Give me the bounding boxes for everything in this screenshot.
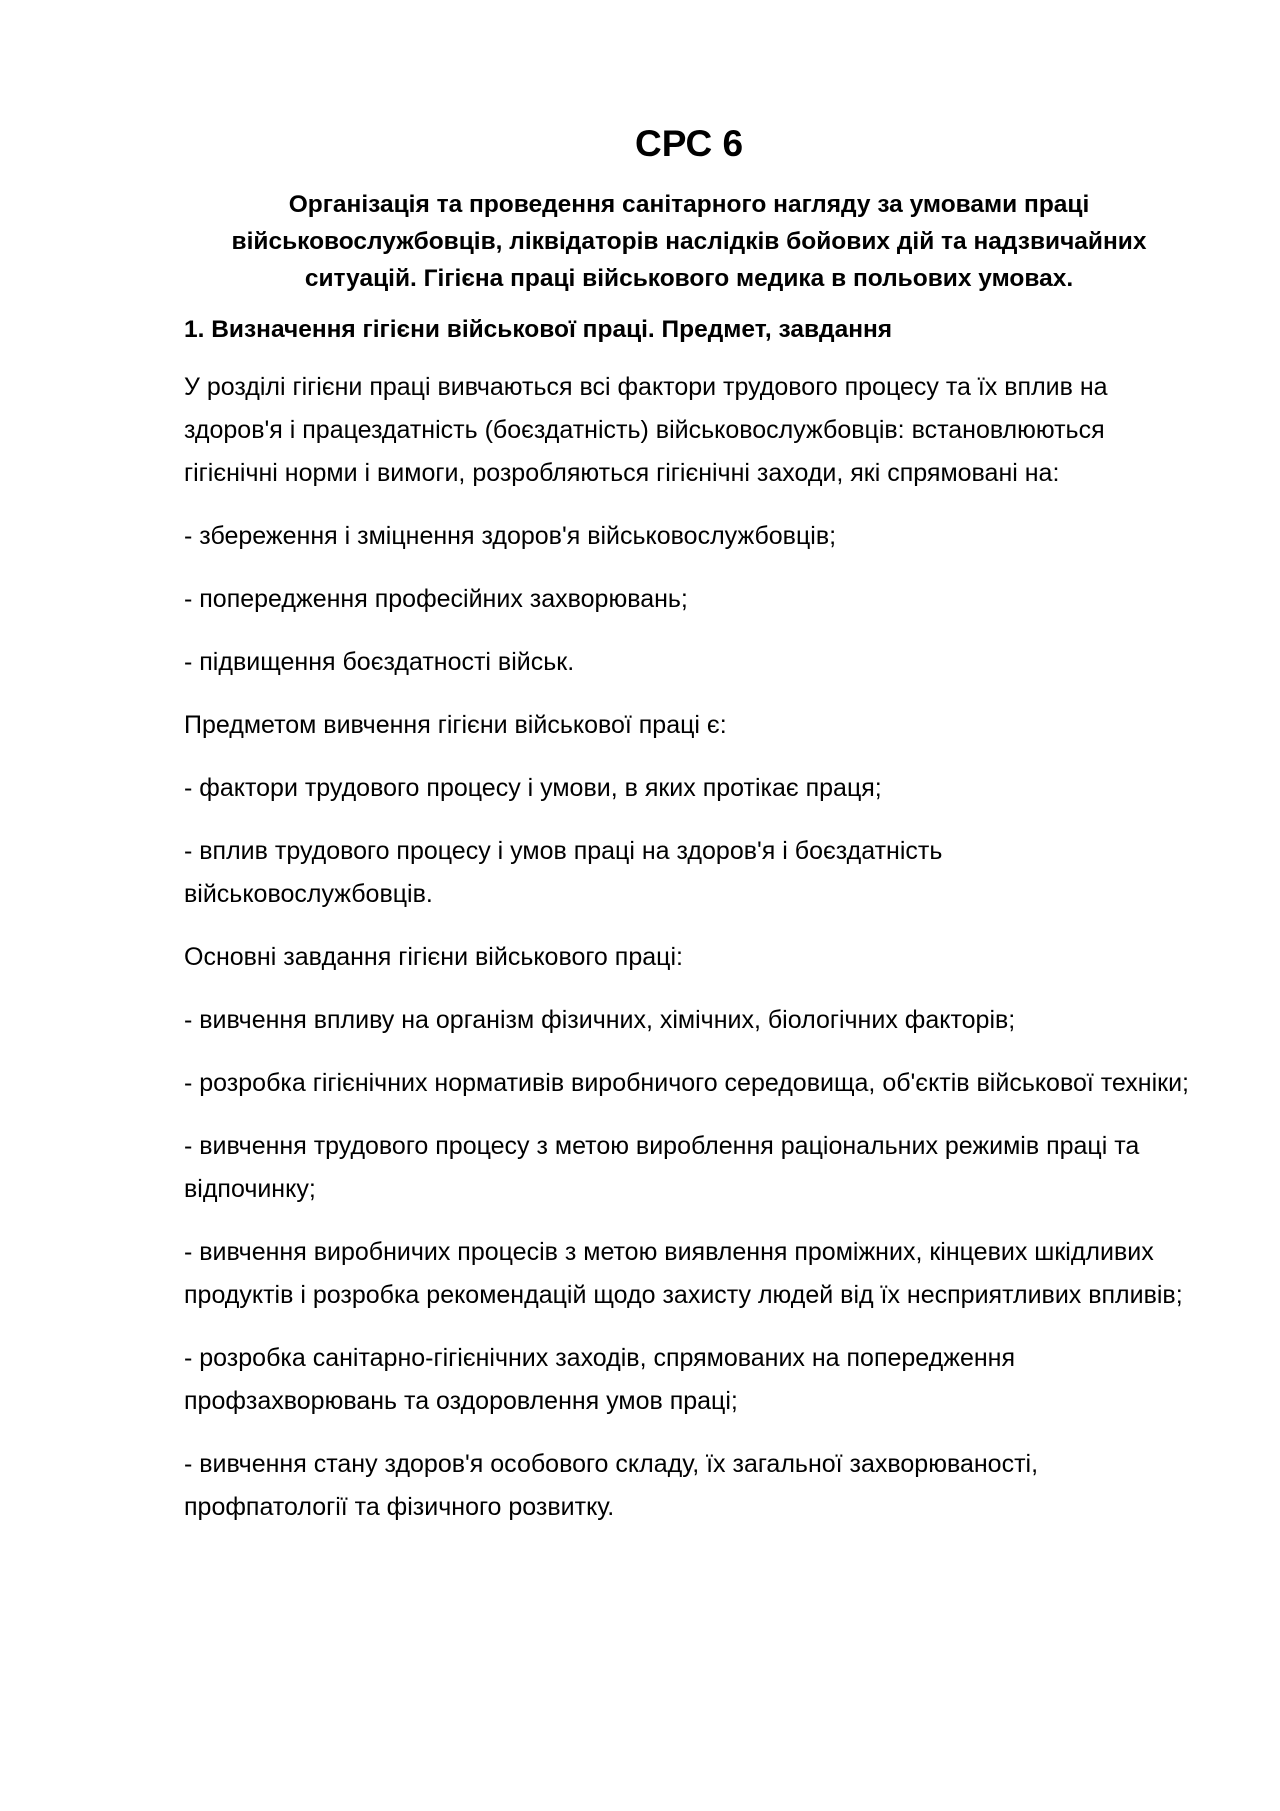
task-item: - вивчення стану здоров'я особового складу, їх загальної захворюваності, профпатології та фізичного розвитку. xyxy=(184,1450,1039,1521)
subject-item: - фактори трудового процесу і умови, в яких протікає праця; xyxy=(184,774,882,802)
subject-intro: Предметом вивчення гігієни військової праці є: xyxy=(184,711,727,739)
task-item: - вивчення впливу на організм фізичних, хімічних, біологічних факторів; xyxy=(184,1006,1016,1034)
task-item: - вивчення виробничих процесів з метою виявлення проміжних, кінцевих шкідливих продуктів і розробка рекомендацій щодо захисту людей від їх несприятливих впливів; xyxy=(184,1238,1183,1309)
aim-item: - попередження професійних захворювань; xyxy=(184,585,688,613)
task-item: - вивчення трудового процесу з метою вироблення раціональних режимів праці та відпочинку; xyxy=(184,1132,1140,1203)
document-title: СРС 6 xyxy=(634,123,744,164)
task-item: - розробка гігієнічних нормативів виробничого середовища, об'єктів військової техніки; xyxy=(184,1069,1189,1097)
aim-item: - збереження і зміцнення здоров'я військовослужбовців; xyxy=(184,522,837,550)
document-subtitle: Організація та проведення санітарного нагляду за умовами праці військовослужбовців, ліквідаторів наслідків бойових дій та надзвичайних ситуацій. Гігієна праці військового медика в польових умовах. xyxy=(231,191,1147,292)
document-body xyxy=(184,122,1194,1549)
task-item: - розробка санітарно-гігієнічних заходів, спрямованих на попередження профзахворювань та оздоровлення умов праці; xyxy=(184,1344,1016,1415)
intro-paragraph: У розділі гігієни праці вивчаються всі фактори трудового процесу та їх вплив на здоров'я і працездатність (боєздатність) військовослужбовців: встановлюються гігієнічні норми і вимоги, розробляються гігієнічні заходи, які спрямовані на: xyxy=(184,373,1108,487)
section-heading: 1. Визначення гігієни військової праці. Предмет, завдання xyxy=(184,316,893,343)
tasks-intro: Основні завдання гігієни військового праці: xyxy=(184,943,683,971)
aim-item: - підвищення боєздатності військ. xyxy=(184,648,575,676)
subject-item: - вплив трудового процесу і умов праці на здоров'я і боєздатність військовослужбовців. xyxy=(184,837,943,908)
